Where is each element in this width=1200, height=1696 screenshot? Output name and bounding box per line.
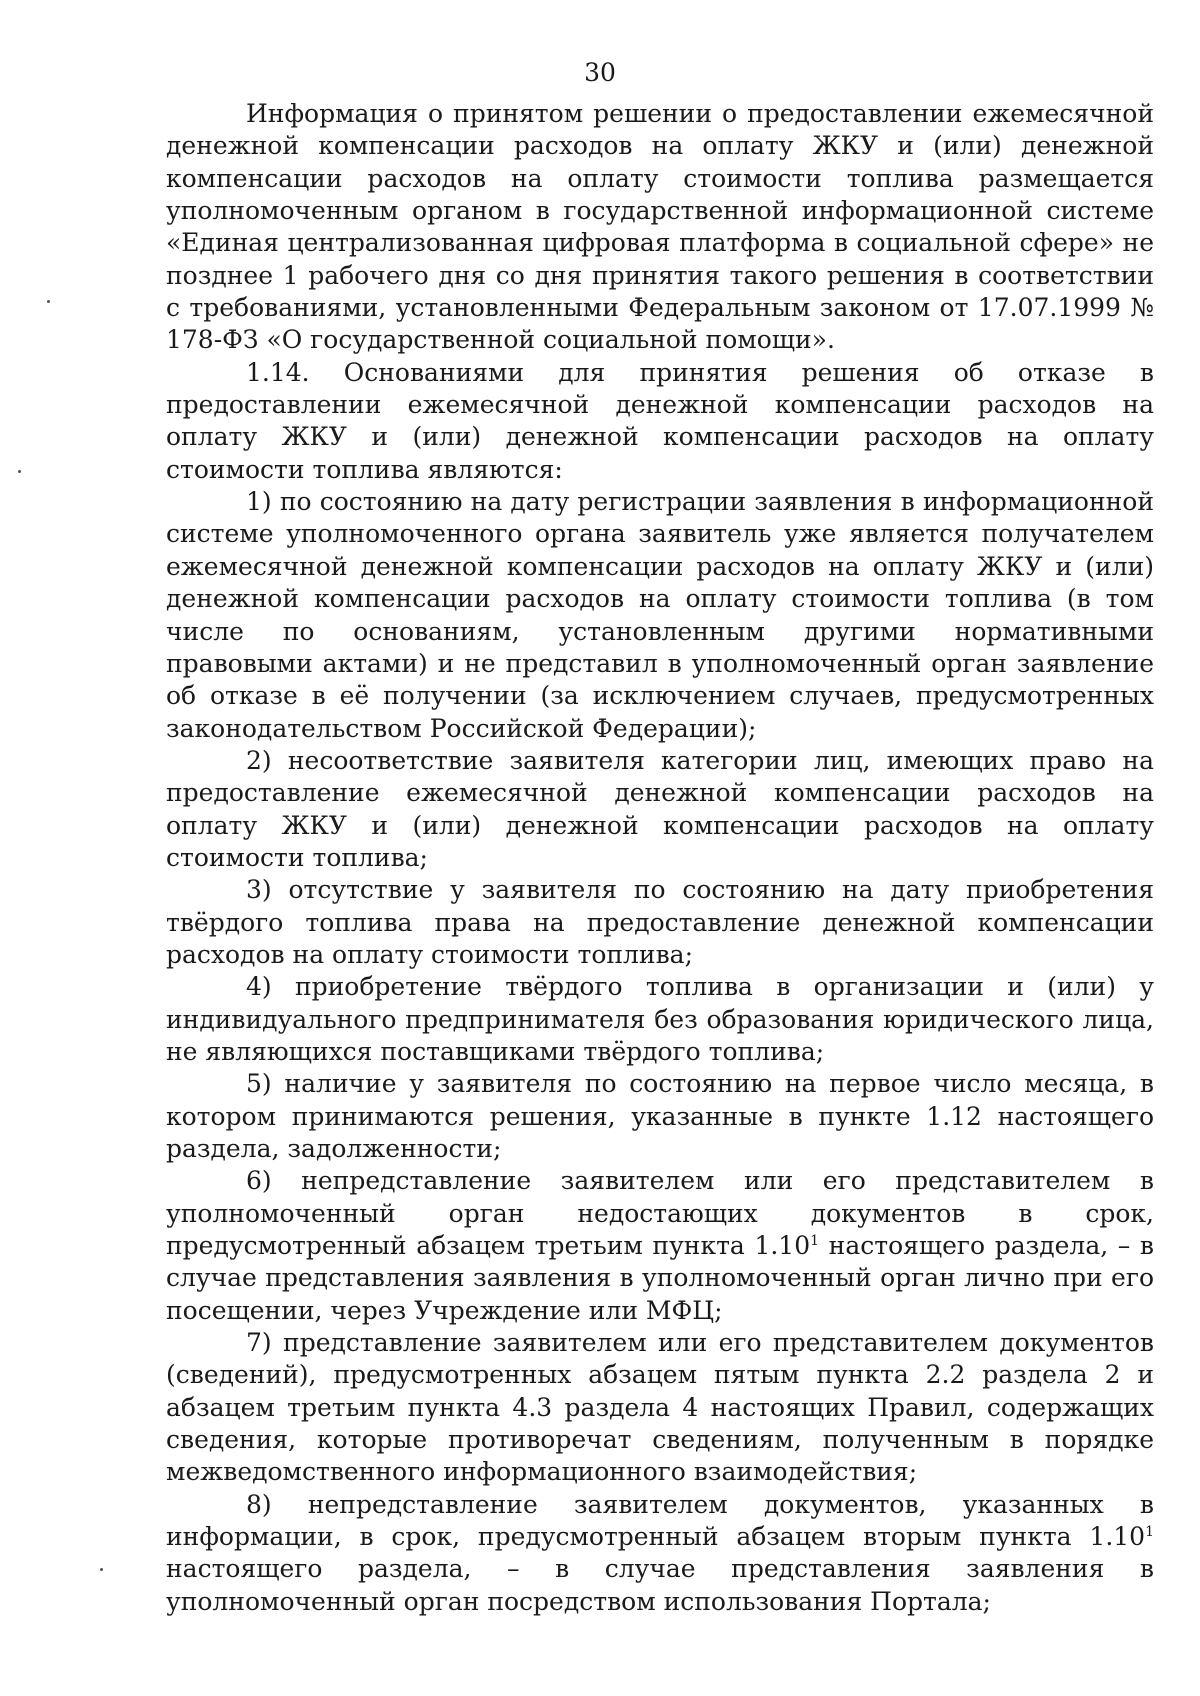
scan-speck <box>47 300 50 303</box>
list-item-1: 1) по состоянию на дату регистрации заявления в информационной системе уполномоченного органа заявитель уже является получателем ежемесячной денежной компенсации расходов на оплату ЖКУ и (или) денежной компенсации расходов на оплату стоимости топлива (в том числе по основаниям, установленным другими нормативными правовыми актами) и не представил в уполномоченный орган заявление об отказе в её получении (за исключением случаев, предусмотренных законодательством Российской Федерации); <box>166 487 1154 743</box>
list-item-4: 4) приобретение твёрдого топлива в организации и (или) у индивидуального предпринимателя без образования юридического лица, не являющихся поставщиками твёрдого топлива; <box>166 972 1154 1066</box>
list-item-8-text-after: настоящего раздела, – в случае представления заявления в уполномоченный орган посредством использования Портала; <box>166 1554 1154 1616</box>
paragraph-1-14-refusal-grounds: 1.14. Основаниями для принятия решения об отказе в предоставлении ежемесячной денежной компенсации расходов на оплату ЖКУ и (или) денежной компенсации расходов на оплату стоимости топлива являются: <box>166 357 1154 484</box>
scan-speck <box>100 1568 103 1571</box>
list-item-6 <box>166 1165 1154 1327</box>
superscript-mark: 1 <box>810 1233 820 1250</box>
list-item-3: 3) отсутствие у заявителя по состоянию на дату приобретения твёрдого топлива права на предоставление денежной компенсации расходов на оплату стоимости топлива; <box>166 875 1154 969</box>
superscript-mark: 1 <box>1145 1524 1154 1541</box>
list-item-6-text-after: настоящего раздела, – в случае представления заявления в уполномоченный орган лично при его посещении, через Учреждение или МФЦ; <box>166 1231 1154 1325</box>
list-item-5: 5) наличие у заявителя по состоянию на первое число месяца, в котором принимаются решения, указанные в пункте 1.12 настоящего раздела, задолженности; <box>166 1069 1154 1163</box>
list-item-7: 7) представление заявителем или его представителем документов (сведений), предусмотренных абзацем пятым пункта 2.2 раздела 2 и абзацем третьим пункта 4.3 раздела 4 настоящих Правил, содержащих сведения, которые противоречат сведениям, полученным в порядке межведомственного информационного взаимодействия; <box>166 1328 1154 1487</box>
scan-speck <box>18 470 21 473</box>
page-number: 30 <box>584 58 616 87</box>
document-body <box>166 98 1154 1618</box>
paragraph-info-publication: Информация о принятом решении о предоставлении ежемесячной денежной компенсации расходов на оплату ЖКУ и (или) денежной компенсации расходов на оплату стоимости топлива размещается уполномоченным органом в государственной информационной системе «Единая централизованная цифровая платформа в социальной сфере» не позднее 1 рабочего дня со дня принятия такого решения в соответствии с требованиями, установленными Федеральным законом от 17.07.1999 № 178-ФЗ «О государственной социальной помощи». <box>166 99 1154 355</box>
list-item-2: 2) несоответствие заявителя категории лиц, имеющих право на предоставление ежемесячной денежной компенсации расходов на оплату ЖКУ и (или) денежной компенсации расходов на оплату стоимости топлива; <box>166 745 1154 872</box>
list-item-8-text-before: 8) непредставление заявителем документов, указанных в информации, в срок, предусмотренный абзацем вторым пункта 1.10 <box>166 1489 1154 1552</box>
list-item-6-text-before: 6) непредставление заявителем или его представителем в уполномоченный орган недостающих документов в срок, предусмотренный абзацем третьим пункта 1.10 <box>166 1166 1154 1261</box>
list-item-8 <box>166 1489 1154 1618</box>
